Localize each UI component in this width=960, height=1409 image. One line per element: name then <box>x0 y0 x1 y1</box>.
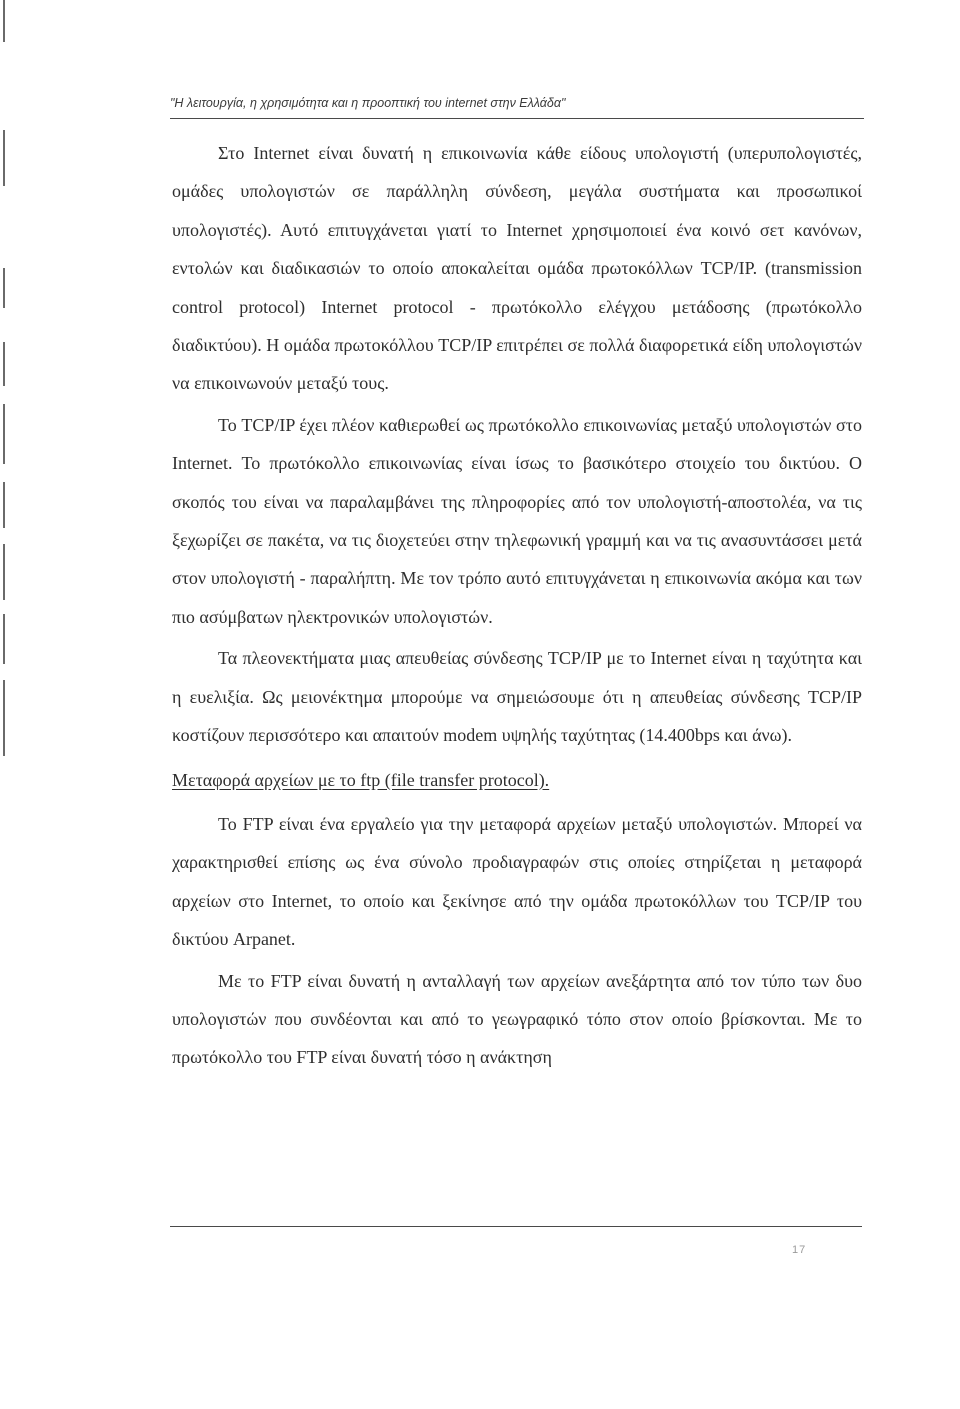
paragraph: Τα πλεονεκτήματα μιας απευθείας σύνδεσης TCP/IP με το Internet είναι η ταχύτητα και η ευελιξία. Ως μειονέκτημα μπορούμε να σημειώσουμε ότι η απευθείας σύνδεσης TCP/IP κοστίζουν περισσότερο και απαιτούν modem υψηλής ταχύτητας (14.400bps και άνω). <box>172 648 862 746</box>
paragraph: Το FTP είναι ένα εργαλείο για την μεταφορά αρχείων μεταξύ υπολογιστών. Μπορεί να χαρακτηρισθεί επίσης ως ένα σύνολο προδιαγραφών στις οποίες στηρίζεται η μεταφορά αρχείων στο Internet, το οποίο και ξεκίνησε από την ομάδα πρωτοκόλλων του TCP/IP του δικτύου Arpanet. <box>172 813 862 950</box>
binding-mark <box>3 268 5 308</box>
header-rule <box>170 118 864 119</box>
binding-mark <box>3 404 5 464</box>
binding-mark <box>3 614 5 664</box>
running-header: "Η λειτουργία, η χρησιμότητα και η προοπτική του internet στην Ελλάδα" <box>170 96 566 110</box>
section-heading: Μεταφορά αρχείων με το ftp (file transfer protocol). <box>172 769 550 790</box>
paragraph: Με το FTP είναι δυνατή η ανταλλαγή των αρχείων ανεξάρτητα από τον τύπο των δυο υπολογιστών που συνδέονται και από το γεωγραφικό τόπο στον οποίο βρίσκονται. Με το πρωτόκολλο του FTP είναι δυνατή τόσο η ανάκτηση <box>172 970 862 1068</box>
binding-mark <box>3 680 5 756</box>
binding-mark <box>3 544 5 600</box>
document-body <box>172 134 862 1077</box>
binding-mark <box>3 342 5 386</box>
binding-mark <box>3 482 5 528</box>
page-number: 17 <box>792 1244 807 1256</box>
footer-rule <box>170 1226 862 1227</box>
paragraph: Το TCP/IP έχει πλέον καθιερωθεί ως πρωτόκολλο επικοινωνίας μεταξύ υπολογιστών στο Internet. Το πρωτόκολλο επικοινωνίας είναι ίσως το βασικότερο στοιχείο του δικτύου. Ο σκοπός του είναι να παραλαμβάνει της πληροφορίες από τον υπολογιστή-αποστολέα, να τις ξεχωρίζει σε πακέτα, να τις διοχετεύει στην τηλεφωνική γραμμή και να τις ανασυντάσσει μετά στον υπολογιστή - παραλήπτη. Με τον τρόπο αυτό επιτυγχάνεται η επικοινωνία ακόμα και των πιο ασύμβατων ηλεκτρονικών υπολογιστών. <box>172 414 862 627</box>
paragraph: Στο Internet είναι δυνατή η επικοινωνία κάθε είδους υπολογιστή (υπερυπολογιστές, ομάδες υπολογιστών σε παράλληλη σύνδεση, μεγάλα συστήματα και προσωπικοί υπολογιστές). Αυτό επιτυγχάνεται γιατί το Internet χρησιμοποιεί ένα κοινό σετ κανόνων, εντολών και διαδικασιών το οποίο αποκαλείται ομάδα πρωτοκόλλων TCP/IP. (transmission control protocol) Internet protocol - πρωτόκολλο ελέγχου μετάδοσης (πρωτόκολλο διαδικτύου). Η ομάδα πρωτοκόλλου TCP/IP επιτρέπει σε πολλά διαφορετικά είδη υπολογιστών να επικοινωνούν μεταξύ τους. <box>172 143 862 394</box>
binding-mark <box>3 130 5 186</box>
binding-mark <box>3 0 5 42</box>
